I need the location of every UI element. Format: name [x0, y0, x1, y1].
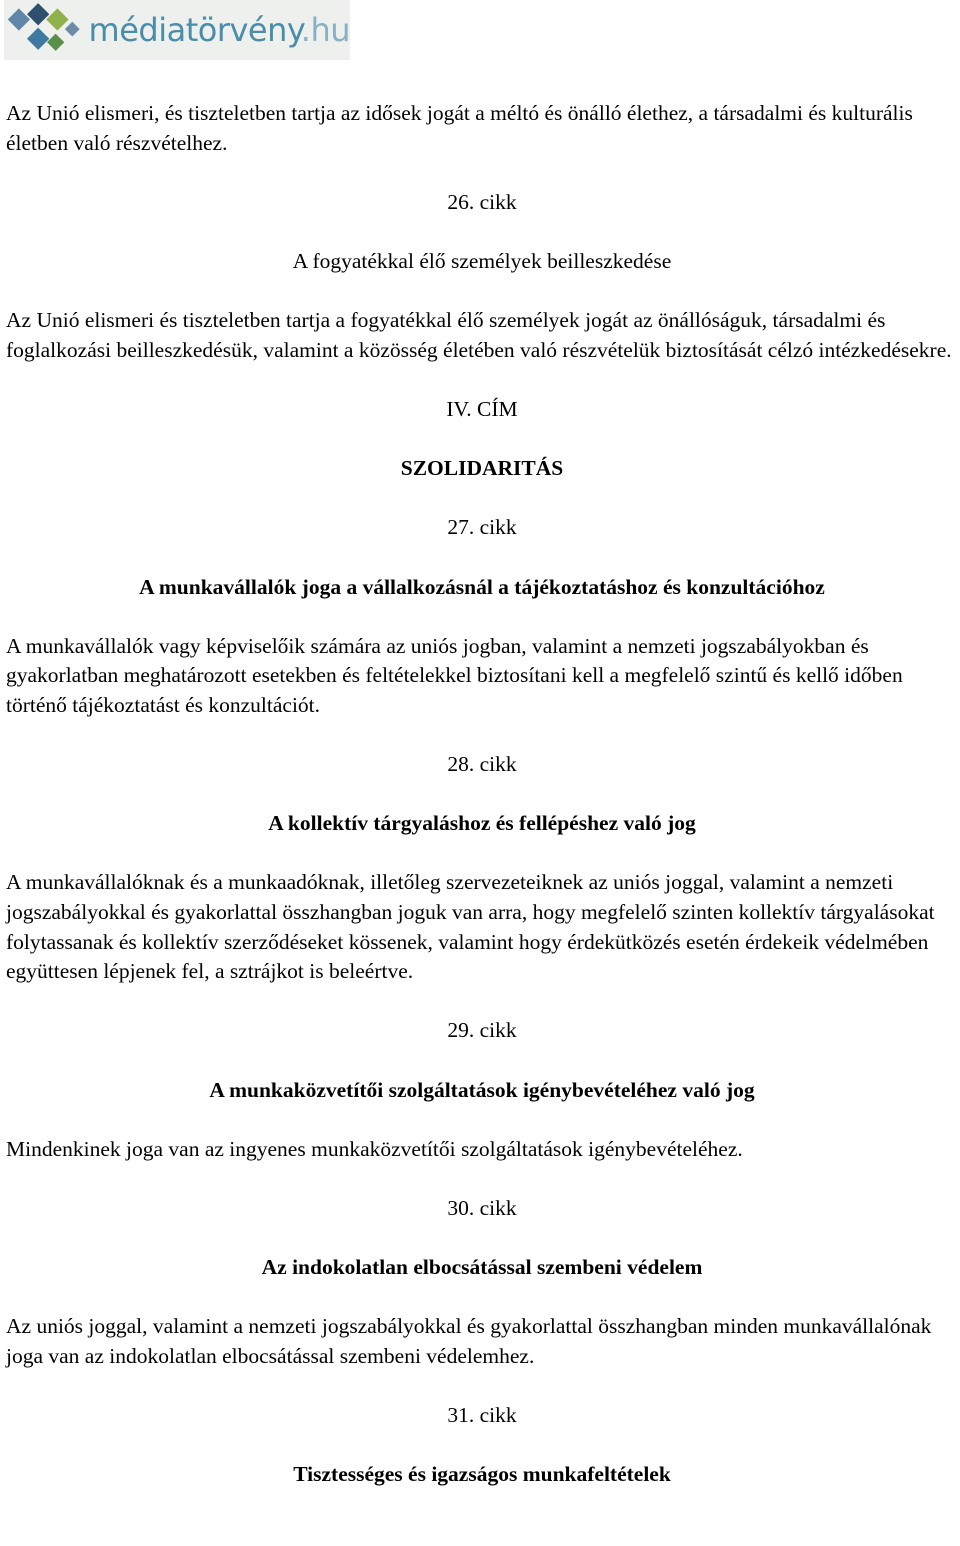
article-number: 29. cikk — [447, 1018, 517, 1043]
paragraph: Az Unió elismeri, és tiszteletben tartja az idősek jogát a méltó és önálló élethez, a társadalmi és kulturális életben való részvételhez. — [6, 101, 913, 155]
document-body — [6, 99, 958, 1490]
article-heading: A munkavállalók joga a vállalkozásnál a tájékoztatáshoz és konzultációhoz — [139, 574, 825, 599]
title-number: IV. CÍM — [446, 396, 518, 421]
article-heading: Az indokolatlan elbocsátással szembeni védelem — [261, 1255, 703, 1280]
title-heading: SZOLIDARITÁS — [400, 456, 564, 481]
diamond-logo-icon — [4, 1, 85, 59]
paragraph: A munkavállalóknak és a munkaadóknak, illetőleg szervezeteiknek az uniós joggal, valamint a nemzeti jogszabályokkal és gyakorlattal összhangban joguk van arra, hogy megfelelő szinten kollektív tárgyalásokat folytassanak és kollektív szerződéseket kössenek, valamint hogy érdekütközés esetén érdekeik védelmében együttesen lépjenek fel, a sztrájkot is beleértve. — [6, 870, 935, 984]
article-heading: Tisztességes és igazságos munkafeltételek — [293, 1462, 671, 1487]
paragraph: Az Unió elismeri és tiszteletben tartja a fogyatékkal élő személyek jogát az önállóságuk, társadalmi és foglalkozási beilleszkedésük, valamint a közösség életében való részvételük biztosítását célzó intézkedésekre. — [6, 308, 952, 362]
article-number: 27. cikk — [447, 515, 517, 540]
paragraph: Az uniós joggal, valamint a nemzeti jogszabályokkal és gyakorlattal összhangban minden munkavállalónak joga van az indokolatlan elbocsátással szembeni védelemhez. — [6, 1314, 932, 1368]
article-number: 26. cikk — [447, 189, 517, 214]
site-logo — [4, 0, 350, 60]
article-heading: A munkaközvetítői szolgáltatások igénybevételéhez való jog — [209, 1077, 755, 1102]
logo-text: médiatörvény.hu — [88, 11, 350, 49]
article-heading: A kollektív tárgyaláshoz és fellépéshez való jog — [268, 811, 696, 836]
article-number: 30. cikk — [447, 1195, 517, 1220]
paragraph: A munkavállalók vagy képviselőik számára az uniós jogban, valamint a nemzeti jogszabályokban és gyakorlatban meghatározott esetekben és feltételekkel biztosítani kell a megfelelő szintű és kellő időben történő tájékoztatást és konzultációt. — [6, 633, 903, 717]
article-number: 31. cikk — [447, 1403, 517, 1428]
article-number: 28. cikk — [447, 752, 517, 777]
article-heading: A fogyatékkal élő személyek beilleszkedése — [292, 248, 672, 273]
paragraph: Mindenkinek joga van az ingyenes munkaközvetítői szolgáltatások igénybevételéhez. — [6, 1136, 743, 1161]
